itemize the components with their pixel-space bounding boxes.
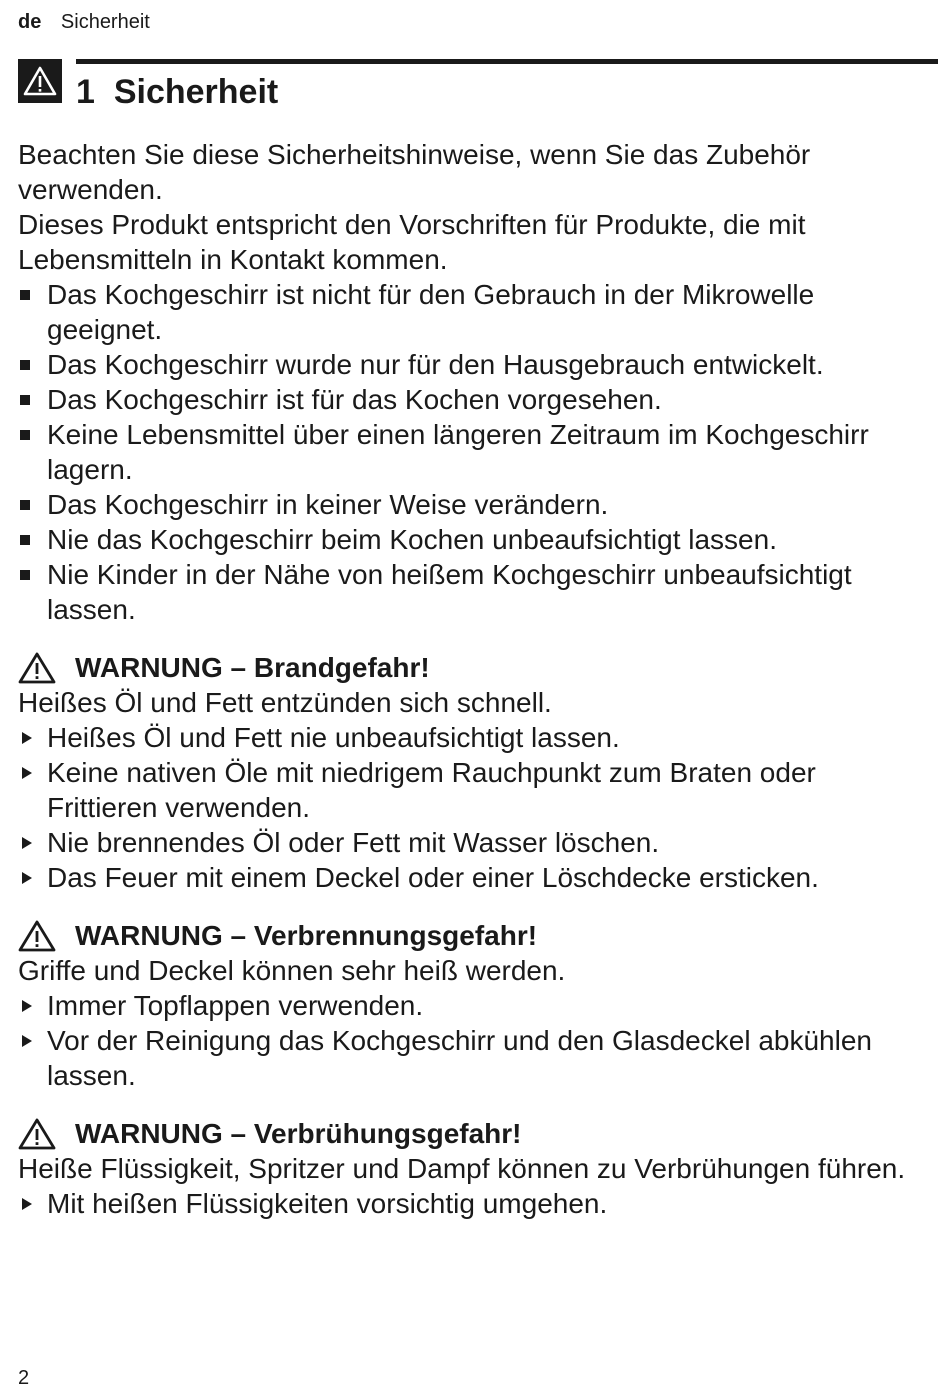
safety-item: Nie das Kochgeschirr beim Kochen unbeaufsichtigt lassen. <box>18 522 933 557</box>
warning-steps <box>18 988 933 1093</box>
chapter-title <box>76 72 278 112</box>
warning-scald <box>18 1116 933 1221</box>
warning-description: Heiße Flüssigkeit, Spritzer und Dampf können zu Verbrühungen führen. <box>18 1153 906 1184</box>
page-header <box>18 8 150 36</box>
warning-heading-text: WARNUNG – Verbrennungsgefahr! <box>75 920 538 951</box>
warning-steps <box>18 1186 933 1221</box>
safety-item: Das Kochgeschirr ist für das Kochen vorgesehen. <box>18 382 933 417</box>
chapter-warning-icon <box>18 59 62 103</box>
chapter-number: 1 <box>76 73 95 111</box>
warning-heading-text: WARNUNG – Brandgefahr! <box>75 652 430 683</box>
warning-steps <box>18 720 933 895</box>
warning-step: Immer Topflappen verwenden. <box>18 988 933 1023</box>
warning-description: Heißes Öl und Fett entzünden sich schnell. <box>18 687 552 718</box>
warning-step: Nie brennendes Öl oder Fett mit Wasser löschen. <box>18 825 933 860</box>
language-code: de <box>18 11 42 33</box>
warning-step: Mit heißen Flüssigkeiten vorsichtig umgehen. <box>18 1186 933 1221</box>
warning-step: Heißes Öl und Fett nie unbeaufsichtigt lassen. <box>18 720 933 755</box>
intro-paragraph: Beachten Sie diese Sicherheitshinweise, wenn Sie das Zubehör verwenden. <box>18 139 811 205</box>
chapter-rule <box>76 59 938 64</box>
warning-triangle-icon <box>18 920 56 952</box>
safety-item: Das Kochgeschirr wurde nur für den Hausgebrauch entwickelt. <box>18 347 933 382</box>
warning-triangle-icon <box>23 66 57 96</box>
warning-fire <box>18 650 933 895</box>
warning-heading <box>18 650 933 685</box>
intro-paragraph: Dieses Produkt entspricht den Vorschriften für Produkte, die mit Lebensmitteln in Kontakt kommen. <box>18 209 806 275</box>
chapter-title-text: Sicherheit <box>113 73 279 111</box>
warning-step: Das Feuer mit einem Deckel oder einer Löschdecke ersticken. <box>18 860 933 895</box>
warning-triangle-icon <box>18 1118 56 1150</box>
warning-step: Keine nativen Öle mit niedrigem Rauchpunkt zum Braten oder Frittieren verwenden. <box>18 755 933 825</box>
warning-heading-text: WARNUNG – Verbrühungsgefahr! <box>75 1118 522 1149</box>
page-number: 2 <box>18 1367 30 1389</box>
safety-item: Keine Lebensmittel über einen längeren Zeitraum im Kochgeschirr lagern. <box>18 417 933 487</box>
warning-burn <box>18 918 933 1093</box>
safety-item: Nie Kinder in der Nähe von heißem Kochgeschirr unbeaufsichtigt lassen. <box>18 557 933 627</box>
safety-list <box>18 277 933 627</box>
safety-item: Das Kochgeschirr in keiner Weise verändern. <box>18 487 933 522</box>
safety-item: Das Kochgeschirr ist nicht für den Gebrauch in der Mikrowelle geeignet. <box>18 277 933 347</box>
warning-heading <box>18 918 933 953</box>
document-body <box>18 137 933 1221</box>
warning-description: Griffe und Deckel können sehr heiß werden. <box>18 955 566 986</box>
warning-step: Vor der Reinigung das Kochgeschirr und den Glasdeckel abkühlen lassen. <box>18 1023 933 1093</box>
running-section-title: Sicherheit <box>60 11 150 33</box>
warning-heading <box>18 1116 933 1151</box>
warning-triangle-icon <box>18 652 56 684</box>
